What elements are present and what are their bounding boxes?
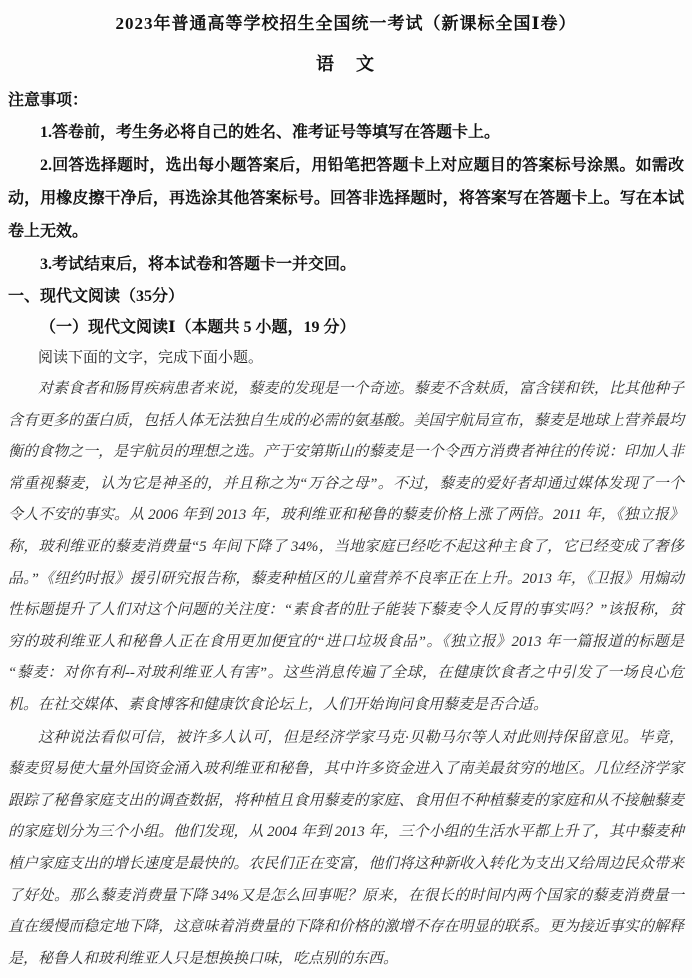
notice-heading: 注意事项： bbox=[8, 92, 89, 109]
notice-item-2: 2.回答选择题时，选出每小题答案后，用铅笔把答题卡上对应题目的答案标号涂黑。如需改动，用橡皮擦干净后，再选涂其他答案标号。回答非选择题时，将答案写在答题卡上。写在本试卷上无效。 bbox=[8, 157, 684, 240]
subject-title: 语 文 bbox=[316, 54, 376, 74]
page-title: 2023年普通高等学校招生全国统一考试（新课标全国Ⅰ卷） bbox=[115, 14, 577, 33]
reading-passage bbox=[8, 374, 684, 975]
section-heading: 一、现代文阅读（35分） bbox=[8, 288, 185, 305]
notice-item-1: 1.答卷前，考生务必将自己的姓名、准考证号等填写在答题卡上。 bbox=[40, 124, 501, 141]
reading-instruction: 阅读下面的文字，完成下面小题。 bbox=[38, 350, 264, 366]
notice-item-3: 3.考试结束后，将本试卷和答题卡一并交回。 bbox=[40, 256, 357, 273]
passage-paragraph-2: 这种说法看似可信，被许多人认可，但是经济学家马克·贝勒马尔等人对此则持保留意见。毕竟，藜麦贸易使大量外国资金涌入玻利维亚和秘鲁，其中许多资金进入了南美最贫穷的地区。几位经济学家跟踪了秘鲁家庭支出的调查数据，将种植且食用藜麦的家庭、食用但不种植藜麦的家庭和从不接触藜麦的家庭划分为三个小组。他们发现，从 2004 年到 2013 年，三个小组的生活水平都上升了，其中藜麦种植户家庭支出的增长速度是最快的。农民们正在变富，他们将这种新收入转化为支出又给周边民众带来了好处。那么藜麦消费量下降 34%又是怎么回事呢？原来，在很长的时间内两个国家的藜麦消费量一直在缓慢而稳定地下降，这意味着消费量的下降和价格的激增不存在明显的联系。更为接近事实的解释是，秘鲁人和玻利维亚人只是想换换口味，吃点别的东西。 bbox=[8, 729, 684, 967]
passage-paragraph-1: 对素食者和肠胃疾病患者来说，藜麦的发现是一个奇迹。藜麦不含麸质，富含镁和铁，比其他种子含有更多的蛋白质，包括人体无法独自生成的必需的氨基酸。美国宇航局宣布，藜麦是地球上营养最均衡的食物之一，是宇航员的理想之选。产于安第斯山的藜麦是一个令西方消费者神往的传说：印加人非常重视藜麦，认为它是神圣的，并且称之为“万谷之母”。不过，藜麦的爱好者却通过媒体发现了一个令人不安的事实。从 2006 年到 2013 年，玻利维亚和秘鲁的藜麦价格上涨了两倍。2011 年，《独立报》称，玻利维亚的藜麦消费量“5 年间下降了 34%，当地家庭已经吃不起这种主食了，它已经变成了奢侈品。”《纽约时报》援引研究报告称，藜麦种植区的儿童营养不良率正在上升。2013 年，《卫报》用煽动性标题提升了人们对这个问题的关注度：“素食者的肚子能装下藜麦令人反胃的事实吗？”该报称，贫穷的玻利维亚人和秘鲁人正在食用更加便宜的“进口垃圾食品”。《独立报》2013 年一篇报道的标题是“藜麦：对你有利--对玻利维亚人有害”。这些消息传遍了全球，在健康饮食者之中引发了一场良心危机。在社交媒体、素食博客和健康饮食论坛上，人们开始询问食用藜麦是否合适。 bbox=[8, 381, 684, 713]
section-subheading: （一）现代文阅读Ⅰ（本题共 5 小题，19 分） bbox=[40, 319, 356, 336]
